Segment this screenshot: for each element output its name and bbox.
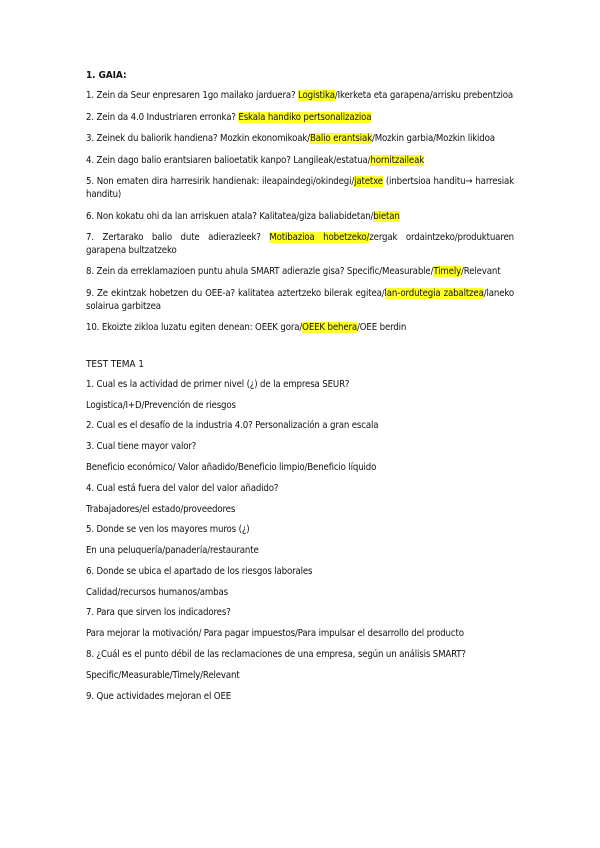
gaia-question-2 xyxy=(86,112,514,125)
question-text: 10. Ekoizte zikloa luzatu egiten denean: OEEK gora/ xyxy=(86,322,303,334)
gaia-question-7 xyxy=(86,232,514,257)
section-heading-gaia: 1. GAIA: xyxy=(86,70,127,81)
test-question-line: Para mejorar la motivación/ Para pagar impuestos/Para impulsar el desarrollo del producto xyxy=(86,628,464,640)
question-text: 1. Zein da Seur enpresaren 1go mailako jarduera? xyxy=(86,90,299,101)
test-question-list xyxy=(86,379,514,703)
question-text: /laneko solairua garbitzea xyxy=(86,287,514,312)
section-heading-test: TEST TEMA 1 xyxy=(86,358,144,370)
test-options-line: 3. Cual tiene mayor valor? xyxy=(86,441,197,453)
test-options-line: 8. ¿Cuál es el punto débil de las reclamaciones de una empresa, según un análisis SMART? xyxy=(86,649,466,661)
highlighted-answer: Motibazioa hobetzeko/ xyxy=(269,232,370,244)
question-text: /Ikerketa eta garapena/arrisku prebentzioa xyxy=(334,90,513,101)
question-text: 6. Non kokatu ohi da lan arriskuen atala? Kalitatea/giza baliabidetan/ xyxy=(86,210,374,222)
highlighted-answer: lan-ordutegia zabaltzea xyxy=(384,287,484,299)
question-text: (inbertsioa handitu→ harresiak handitu) xyxy=(86,176,514,200)
gaia-question-3 xyxy=(86,133,514,146)
question-text: 8. Zein da erreklamazioen puntu ahula SMART adierazle gisa? Specific/Measurable/ xyxy=(86,266,434,278)
highlighted-answer: bietan xyxy=(373,210,400,222)
gaia-question-10 xyxy=(86,322,514,335)
test-question-line: Specific/Measurable/Timely/Relevant xyxy=(86,669,240,681)
highlighted-answer: Eskala handiko pertsonalizazioa xyxy=(238,111,372,123)
test-options-line: Logistica/I+D/Prevención de riesgos xyxy=(86,399,236,411)
question-text: /Relevant xyxy=(461,266,501,278)
question-text: 9. Ze ekintzak hobetzen du OEE-a? kalitatea aztertzeko bilerak egitea/ xyxy=(86,287,385,299)
gaia-question-list xyxy=(86,90,514,335)
question-text: 3. Zeinek du baliorik handiena? Mozkin ekonomikoak/ xyxy=(86,133,310,145)
test-question-line: En una peluquería/panadería/restaurante xyxy=(86,545,259,557)
highlighted-answer: Timely xyxy=(433,266,462,278)
question-text: 5. Non ematen dira harresirik handienak: ileapaindegi/okindegi/ xyxy=(86,176,355,188)
question-text: 4. Zein dago balio erantsiaren balioetatik kanpo? Langileak/estatua/ xyxy=(86,154,371,166)
highlighted-answer: Balio erantsiak xyxy=(310,133,372,145)
test-question-line: Trabajadores/el estado/proveedores xyxy=(86,503,236,515)
gaia-question-4 xyxy=(86,155,514,168)
test-options-line: 7. Para que sirven los indicadores? xyxy=(86,607,231,619)
highlighted-answer: hornitzaileak xyxy=(370,154,425,166)
question-text: /Mozkin garbia/Mozkin likidoa xyxy=(371,133,495,145)
question-text: 7. Zertarako balio dute adierazleek? xyxy=(86,232,270,244)
question-text: zergak ordaintzeko/produktuaren garapena bultzatzeko xyxy=(86,232,514,256)
test-question-line: 1. Cual es la actividad de primer nivel (¿) de la empresa SEUR? xyxy=(86,378,350,390)
test-options-line: 6. Donde se ubica el apartado de los riesgos laborales xyxy=(86,565,313,577)
gaia-question-8 xyxy=(86,266,514,279)
test-options-line: 4. Cual está fuera del valor del valor añadido? xyxy=(86,482,279,494)
highlighted-answer: OEEK behera xyxy=(302,322,358,334)
test-question-line: 2. Cual es el desafío de la industria 4.0? Personalización a gran escala xyxy=(86,420,379,432)
question-text: /OEE berdin xyxy=(357,322,407,334)
gaia-question-6 xyxy=(86,211,514,224)
gaia-question-5 xyxy=(86,176,514,201)
highlighted-answer: jatetxe xyxy=(354,176,383,188)
test-question-line: Calidad/recursos humanos/ambas xyxy=(86,586,228,598)
test-question-line: 9. Que actividades mejoran el OEE xyxy=(86,690,232,702)
highlighted-answer: Logistika xyxy=(298,90,335,101)
gaia-question-1 xyxy=(86,90,514,103)
gaia-question-9 xyxy=(86,288,514,313)
test-options-line: 5. Donde se ven los mayores muros (¿) xyxy=(86,524,250,536)
question-text: 2. Zein da 4.0 Industriaren erronka? xyxy=(86,111,239,123)
test-question-line: Beneficio económico/ Valor añadido/Beneficio limpio/Beneficio líquido xyxy=(86,461,377,473)
